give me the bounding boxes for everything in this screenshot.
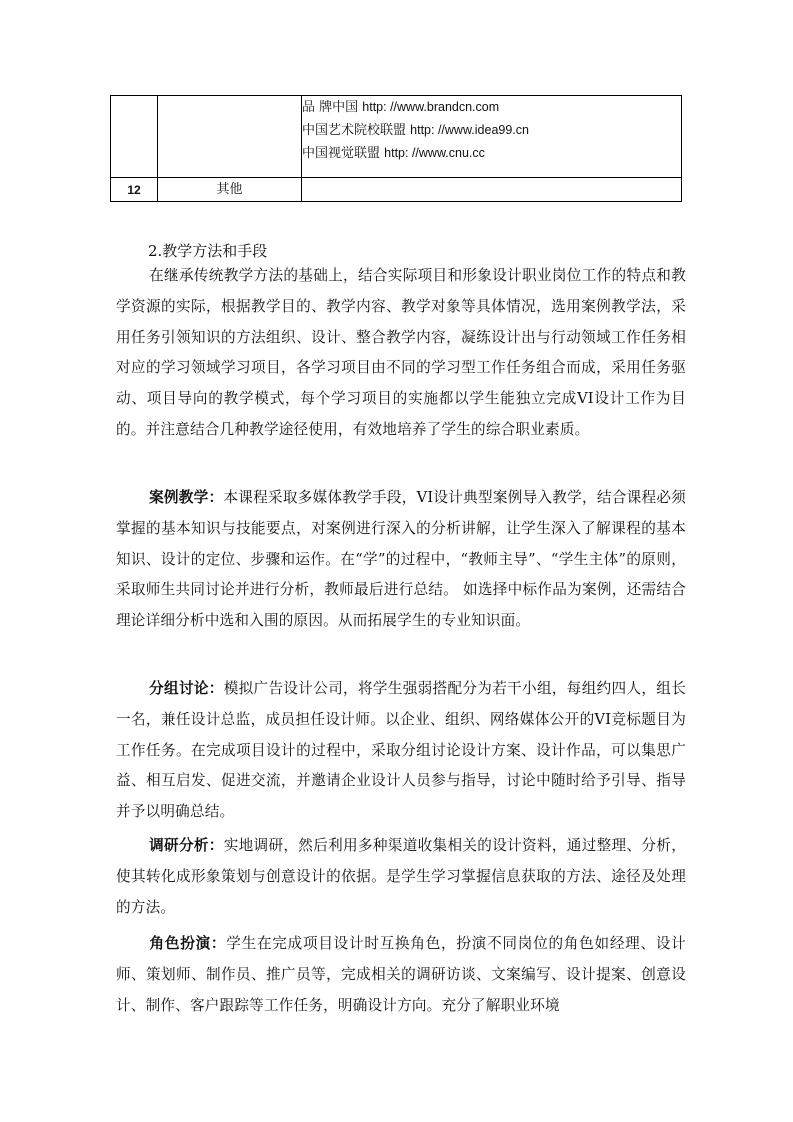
table-cell-links bbox=[302, 178, 682, 202]
table-cell-links bbox=[302, 96, 682, 178]
method-separator: ： bbox=[210, 935, 227, 952]
table-cell-number: 12 bbox=[111, 178, 158, 202]
method-title: 调研分析 bbox=[149, 837, 209, 854]
site-url[interactable]: http: //www.brandcn.com bbox=[362, 100, 500, 114]
table-row bbox=[111, 96, 682, 178]
method-paragraph bbox=[116, 483, 686, 637]
resource-table bbox=[110, 95, 682, 202]
method-paragraph bbox=[116, 929, 686, 1021]
method-separator: ： bbox=[208, 680, 224, 697]
method-text: 模拟广告设计公司，将学生强弱搭配分为若干小组，每组约四人，组长一名，兼任设计总监，成员担任设计师。以企业、组织、网络媒体公开的VI竞标题目为工作任务。在完成项目设计的过程中，采取分组讨论设计方案、设计作品，可以集思广益、相互启发、促进交流，并邀请企业设计人员参与指导，讨论中随时给予引导、指导并予以明确总结。 bbox=[116, 680, 686, 821]
site-name: 中国艺术院校联盟 bbox=[302, 123, 407, 138]
link-line bbox=[302, 119, 681, 142]
table-row bbox=[111, 178, 682, 202]
site-url[interactable]: http: //www.idea99.cn bbox=[410, 123, 529, 137]
method-title: 分组讨论 bbox=[149, 680, 209, 697]
method-text: 实地调研，然后利用多种渠道收集相关的设计资料，通过整理、分析，使其转化成形象策划与创意设计的依据。是学生学习掌握信息获取的方法、途径及处理的方法。 bbox=[116, 837, 686, 916]
method-paragraph bbox=[116, 674, 686, 828]
site-name: 中国视觉联盟 bbox=[302, 146, 381, 161]
method-separator: ： bbox=[208, 489, 224, 506]
table-cell-name: 其他 bbox=[158, 178, 302, 202]
method-title: 角色扮演 bbox=[149, 935, 211, 952]
method-title: 案例教学 bbox=[149, 489, 209, 506]
method-text: 本课程采取多媒体教学手段，VI设计典型案例导入教学，结合课程必须掌握的基本知识与技能要点，对案例进行深入的分析讲解，让学生深入了解课程的基本知识、设计的定位、步骤和运作。在“学”的过程中，“教师主导”、“学生主体”的原则，采取师生共同讨论并进行分析，教师最后进行总结。 如选择中标作品为案例，还需结合理论详细分析中选和入围的原因。从而拓展学生的专业知识面。 bbox=[116, 489, 686, 630]
table-cell-number bbox=[111, 96, 158, 178]
site-url[interactable]: http: //www.cnu.cc bbox=[384, 146, 485, 160]
section-heading: 2.教学方法和手段 bbox=[148, 242, 268, 260]
intro-paragraph bbox=[116, 261, 686, 446]
method-paragraph bbox=[116, 831, 686, 923]
table-cell-name bbox=[158, 96, 302, 178]
link-line bbox=[302, 96, 681, 119]
method-separator: ： bbox=[208, 837, 224, 854]
site-name: 品 牌中国 bbox=[302, 100, 359, 115]
link-line bbox=[302, 142, 681, 165]
intro-text: 在继承传统教学方法的基础上，结合实际项目和形象设计职业岗位工作的特点和教学资源的实际，根据教学目的、教学内容、教学对象等具体情况，选用案例教学法，采用任务引领知识的方法组织、设计、整合教学内容，凝练设计出与行动领域工作任务相对应的学习领域学习项目，各学习项目由不同的学习型工作任务组合而成，采用任务驱动、项目导向的教学模式，每个学习项目的实施都以学生能独立完成VI设计工作为目的。并注意结合几种教学途径使用，有效地培养了学生的综合职业素质。 bbox=[116, 267, 686, 438]
method-text: 学生在完成项目设计时互换角色，扮演不同岗位的角色如经理、设计师、策划师、制作员、推广员等，完成相关的调研访谈、文案编写、设计提案、创意设计、制作、客户跟踪等工作任务，明确设计方向。充分了解职业环境 bbox=[116, 935, 686, 1014]
